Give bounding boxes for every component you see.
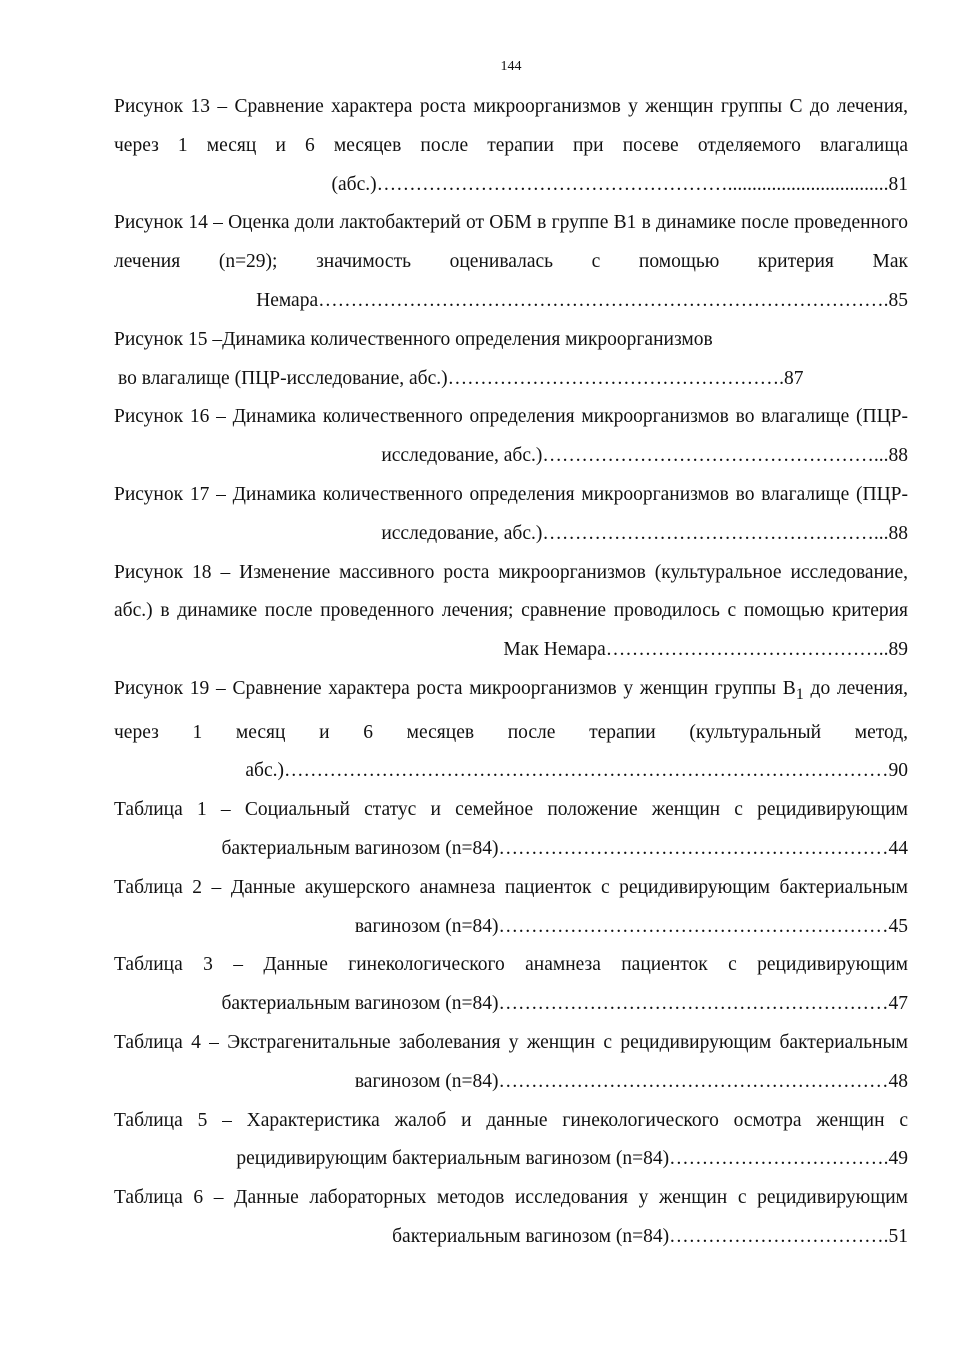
toc-entry-table-4: Таблица 4 – Экстрагенитальные заболевания у женщин с рецидивирующим бактериальным вагинозом (n=84)……………………………………………………48 xyxy=(114,1032,908,1092)
toc-entry-figure-15-line-1: Рисунок 15 –Динамика количественного определения микроорганизмов xyxy=(114,328,713,350)
toc-entry-table-5: Таблица 5 – Характеристика жалоб и данные гинекологического осмотра женщин с рецидивирующим бактериальным вагинозом (n=84)…………………………….49 xyxy=(114,1109,908,1170)
toc-entry-figure-13: Рисунок 13 – Сравнение характера роста микроорганизмов у женщин группы С до лечения, через 1 месяц и 6 месяцев после терапии при посеве отделяемого влагалища (абс.)……………………………………………….................................81 xyxy=(114,96,908,195)
toc-entry-figure-18: Рисунок 18 – Изменение массивного роста микроорганизмов (культуральное исследование, абс.) в динамике после проведенного лечения; сравнение проводилось с помощью критерия Мак Немара……………………………………..89 xyxy=(114,561,908,661)
table-of-contents-list xyxy=(114,88,908,1257)
toc-entry-figure-16: Рисунок 16 – Динамика количественного определения микроорганизмов во влагалище (ПЦР-исследование, абс.)……………………………………………...88 xyxy=(114,406,908,467)
toc-entry-figure-15-line-2: во влагалище (ПЦР-исследование, абс.)…………………………………………….87 xyxy=(118,367,804,389)
page-number: 144 xyxy=(500,59,522,74)
toc-entry-table-2: Таблица 2 – Данные акушерского анамнеза пациенток с рецидивирующим бактериальным вагинозом (n=84)……………………………………………………45 xyxy=(114,876,908,937)
toc-entry-figure-19-text-end: до лечения, через 1 месяц и 6 месяцев после терапии (культуральный метод, абс.)…………………………………………………………………………………90 xyxy=(114,677,909,782)
toc-entry-table-6: Таблица 6 – Данные лабораторных методов исследования у женщин с рецидивирующим бактериальным вагинозом (n=84)…………………………….51 xyxy=(114,1187,908,1247)
toc-entry-figure-15 xyxy=(114,321,908,399)
toc-entry-table-3: Таблица 3 – Данные гинекологического анамнеза пациенток с рецидивирующим бактериальным вагинозом (n=84)……………………………………………………47 xyxy=(114,954,908,1015)
toc-entry-figure-19-subscript: 1 xyxy=(795,684,804,703)
toc-entry-figure-17: Рисунок 17 – Динамика количественного определения микроорганизмов во влагалище (ПЦР-исследование, абс.)……………………………………………...88 xyxy=(114,483,908,544)
toc-entry-table-1: Таблица 1 – Социальный статус и семейное положение женщин с рецидивирующим бактериальным вагинозом (n=84)……………………………………………………44 xyxy=(114,799,908,860)
toc-entry-figure-19-text: Рисунок 19 – Сравнение характера роста микроорганизмов у женщин группы В xyxy=(114,677,796,699)
toc-entry-figure-14: Рисунок 14 – Оценка доли лактобактерий от ОБМ в группе В1 в динамике после проведенного лечения (n=29); значимость оценивалась с помощью критерия Мак Немара…………………………………………………………………………….85 xyxy=(114,212,908,311)
toc-entry-figure-19 xyxy=(114,670,908,791)
